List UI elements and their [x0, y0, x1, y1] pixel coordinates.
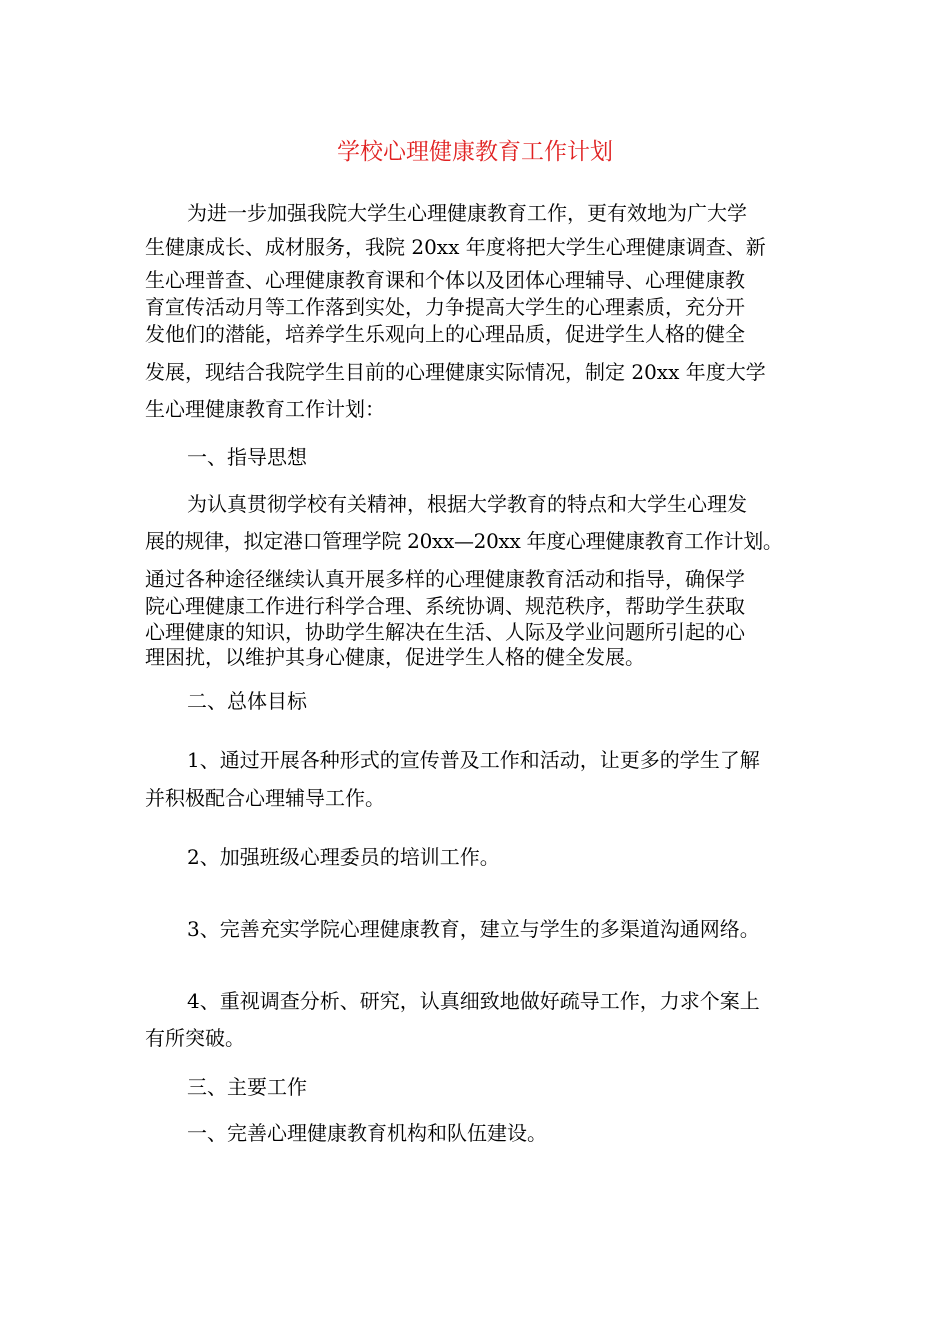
intro-line: 为进一步加强我院大学生心理健康教育工作，更有效地为广大学: [187, 201, 747, 225]
intro-line: 发展，现结合我院学生目前的心理健康实际情况，制定 20xx 年度大学: [145, 360, 766, 384]
intro-line: 发他们的潜能，培养学生乐观向上的心理品质，促进学生人格的健全: [145, 322, 745, 346]
guiding-line: 为认真贯彻学校有关精神，根据大学教育的特点和大学生心理发: [187, 492, 747, 516]
goal-item-2: 2、加强班级心理委员的培训工作。: [187, 845, 500, 869]
section-heading-main-work: 三、主要工作: [187, 1075, 307, 1099]
guiding-line: 心理健康的知识，协助学生解决在生活、人际及学业问题所引起的心: [145, 620, 745, 644]
intro-line: 生心理普查、心理健康教育课和个体以及团体心理辅导、心理健康教: [145, 268, 745, 292]
work-item-1: 一、完善心理健康教育机构和队伍建设。: [187, 1121, 547, 1145]
section-heading-overall-goals: 二、总体目标: [187, 689, 307, 713]
intro-line: 生心理健康教育工作计划：: [145, 397, 385, 421]
guiding-line: 通过各种途径继续认真开展多样的心理健康教育活动和指导，确保学: [145, 567, 745, 591]
guiding-line: 院心理健康工作进行科学合理、系统协调、规范秩序，帮助学生获取: [145, 594, 745, 618]
section-heading-guiding-thought: 一、指导思想: [187, 445, 307, 469]
goal-item-1-line: 1、通过开展各种形式的宣传普及工作和活动，让更多的学生了解: [187, 748, 760, 772]
guiding-line: 理困扰，以维护其身心健康，促进学生人格的健全发展。: [145, 645, 645, 669]
goal-item-3: 3、完善充实学院心理健康教育，建立与学生的多渠道沟通网络。: [187, 917, 760, 941]
intro-line: 育宣传活动月等工作落到实处，力争提高大学生的心理素质，充分开: [145, 295, 745, 319]
goal-item-4-line: 有所突破。: [145, 1026, 245, 1050]
document-title: 学校心理健康教育工作计划: [337, 139, 613, 165]
goal-item-4-line: 4、重视调查分析、研究，认真细致地做好疏导工作，力求个案上: [187, 989, 760, 1013]
goal-item-1-line: 并积极配合心理辅导工作。: [145, 786, 385, 810]
guiding-line: 展的规律，拟定港口管理学院 20xx—20xx 年度心理健康教育工作计划。: [145, 529, 783, 553]
intro-line: 生健康成长、成材服务，我院 20xx 年度将把大学生心理健康调查、新: [145, 235, 766, 259]
